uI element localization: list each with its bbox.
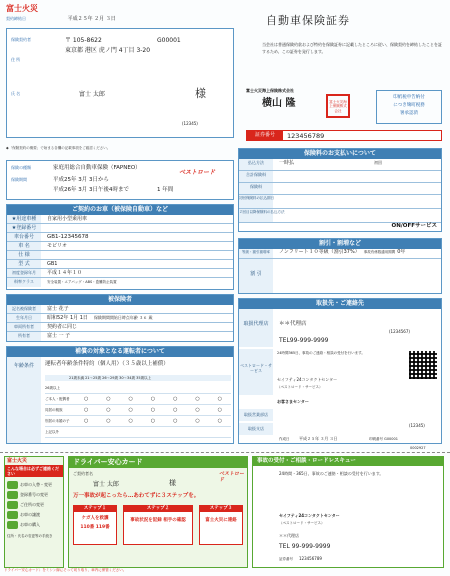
policyholder-label: 保険契約者 [11,37,31,42]
branch-label: 取扱支店 [239,423,273,435]
driver-row-label: 上記以外 [45,429,59,434]
vehicle-extras: 安全装置・エアバッグ・ABS・盗難防止装置 [47,280,117,284]
address: 東京都 港区 虎ノ門 4丁目 3-20 [65,47,151,54]
company-seal [326,94,350,118]
driver-cell: ○ [217,417,223,424]
notice-card-footer: 住所・氏名の変更等の手続き [7,534,53,539]
stamp-line-1: 印紙税申告納付 [393,95,425,100]
discount-section-header: 割引・割増など [239,239,441,249]
payment-section-header: 保険料のお支払いについて [239,149,441,159]
insured-section-header: 被保険者 [7,295,233,305]
notice-item [7,491,61,499]
due-label: 初回保険料の払込期日 [239,195,273,208]
total-label: 合計保険料 [239,171,273,182]
policy-number: 123456789 [287,132,325,140]
class-label: 料率クラス [7,278,41,287]
driver-cell: ○ [128,406,133,413]
notice-card-title: こんな場合は必ずご連絡ください [5,465,63,477]
notice-item-label: お車の購入 [20,522,40,528]
insurance-type-label: 保険の種類 [11,165,31,170]
model-row [7,260,233,269]
agent-box [238,298,442,444]
tax-stamp [376,90,442,124]
driver-row [45,427,231,438]
agent-tel: TEL99-999-9999 [279,337,329,344]
driver-cell: ○ [83,406,89,413]
spec-label: 仕 様 [7,251,41,259]
step-1-body: ケガ人を救護 [81,515,109,521]
grade-label: 等級・割引割増率 [239,249,273,258]
driver-cell: ○ [195,406,200,413]
car-name-label: 車 名 [7,242,41,250]
payment-method-label: 払込方法 [239,159,273,170]
premium-label: 保険料 [239,183,273,194]
driver-row [45,416,231,427]
contact-card-center: セイフティ24コンタクトセンター [279,513,340,518]
office-label: 取扱営業部店 [239,409,273,421]
model: GB1 [47,261,58,267]
vehicle-section-header: ご契約のお車（被保険自動車）など [7,205,233,215]
contact-card-tel: TEL 99-999-9999 [279,543,331,550]
company-logo: 富士火災 [6,4,38,13]
policy-number-label: 証券番号 [247,131,283,140]
usage-row [7,215,233,224]
step-3 [199,505,243,545]
support-text: 24時間365日、事故のご連絡・相談の受付を行います。 [277,351,365,355]
contact-policy-label: 証券番号 [279,557,293,561]
car-icon [7,511,18,519]
contact-card-center-sub: （ベストロード・サービス） [279,521,325,525]
insured-box [6,294,234,342]
policyholder-code2: (12345) [182,121,198,126]
driver-row [45,405,231,416]
other-discount-label: 割 引 [239,259,273,293]
first-reg: 平成１４年１０ [47,270,83,276]
driver-card-title: ドライバー安心カード [69,457,247,468]
customer-center: お客さまセンター [277,399,309,404]
car-icon [7,491,18,499]
driver-cell: ○ [217,395,223,402]
chassis-row [7,233,233,242]
driver-cell: ○ [195,395,200,402]
class-row [7,278,233,287]
driver-row [45,394,231,405]
driver-card-warning: 万一事故が起こったら…あわてずに３ステップを。 [73,493,200,499]
driver-cell: ○ [173,406,178,413]
driver-card-brand: ベストロード [219,471,245,484]
period-start: 平成25年 3月 3日から [53,177,109,183]
vehicle-owner: 契約者に同じ [47,324,78,330]
company-name: 富士火災海上保険株式会社 [246,88,294,93]
chassis-label: 車台番号 [7,233,41,241]
owner-row [7,332,233,341]
agent-code: (1234567) [389,329,410,334]
contract-date-row [6,16,216,22]
agent-name: ＊＊代理店 [279,321,307,327]
driver-row-label: ご本人・配偶者 [45,396,70,401]
doc-number-2: 0002927 [410,446,426,450]
driver-cell: ○ [128,395,133,402]
step-2-body: 事故状況を記録 相手の確認 [130,517,186,523]
driver-cell: ○ [83,417,89,424]
driver-card [68,456,248,568]
premium-row [239,183,441,195]
accident: 0年 [397,249,406,255]
total-row [239,171,441,183]
age-cond-label: 年齢条件 [7,357,41,443]
insured-name: 富士 花子 [47,306,69,312]
birth: 昭和52年 1月 1日 [47,315,88,321]
tear-line [0,452,450,453]
driver-cell: ○ [128,417,133,424]
notes: ◆「保険契約の概要」で始まる各欄の記載事項をご確認ください。 [6,146,111,150]
driver-cell: ○ [173,417,178,424]
first-reg-row [7,269,233,278]
driver-row-label: 同居の親族 [45,407,63,412]
accident-label: 事故有係数適用期間 [363,250,396,254]
notice-item [7,511,61,519]
due-row [239,195,441,209]
driver-row [45,383,231,394]
vehicle-owner-label: 車両所有者 [7,323,41,331]
footer-note: ドライバー安心カード）をミシン線にそって切り取り、車内に保管ください。 [4,568,127,572]
policyholder-box [6,28,234,138]
car-icon [7,501,18,509]
stamp-line-3: 署承認済 [400,111,418,117]
agent-label: 取扱代理店 [239,309,273,347]
discount-box [238,238,442,294]
step-2 [123,505,193,545]
contact-center-sub: （ベストロード・サービス） [277,385,323,389]
onoff-service: ON/OFFサービス [391,223,437,230]
driver-row-label: 別居の未婚の子 [45,418,70,423]
contact-card-title: 事故の受付・ご相談・ロードレスキュー [253,457,443,466]
brand-logo: ベストロード [179,169,216,176]
contact-card-text: 24時間・365日、事故のご連絡・相談の受付を行います。 [279,471,384,476]
car-name: モビリオ [47,243,67,249]
driver-cell: ○ [195,417,200,424]
age-condition: 運転者年齢条件特約（個人用）（３５歳以上補償） [45,361,169,367]
policy-number-box [246,130,442,141]
notice-item-label: ご住所の変更 [20,502,44,508]
driver-card-name: 富士 太郎 [93,481,119,488]
insured-name-label: 記名被保険者 [7,305,41,313]
usage: 自家用小型乗用車 [47,216,88,222]
spec-row [7,251,233,260]
notice-card-logo: 富士火災 [7,458,28,464]
branch-code: (12345) [409,423,425,428]
contract-date: 平成２５年 ２月 ３日 [67,16,116,22]
grade: ノンフリート１０等級（割引37%） [279,249,360,255]
summary-box [6,160,234,200]
birth-label: 生年月日 [7,314,41,322]
usage-label: ★用途車種 [7,215,41,223]
representative-name: 横山 隆 [262,98,296,109]
age-note: 保険期間開始日時点年齢 ３６ 歳 [93,315,153,320]
insurance-type: 家庭用総合自動車保険（FAPNEO） [53,165,141,171]
support-label: ベストロード・サービス [239,349,273,395]
issue-label: 作成日 [279,437,290,441]
notice-item-label: お車の譲渡 [20,512,40,518]
header-notice: 当会社は普通保険約款および特約を保険証券に記載したところに従い、保険契約を締結したことを証するため、この証券を発行します。 [262,42,442,54]
contact-policy-number: 123456789 [299,556,322,561]
policyholder-code: G00001 [157,37,181,44]
name-label: 氏 名 [11,91,21,96]
step-1-head: ステップ１ [74,506,116,512]
driver-card-name-label: ご契約者名 [73,471,93,476]
driver-cell: ○ [217,406,223,413]
chassis-number: GB1-12345678 [47,234,89,240]
period-label: 保険期間 [11,177,27,182]
issue-date: 平成２５年 ３月 ３日 [299,436,338,441]
vehicle-box [6,204,234,290]
contact-card [252,456,444,568]
insured-name-row [7,305,233,314]
first-reg-label: 初度登録年月 [7,269,41,277]
period-end: 平成26年 3月 3日午後4時まで [53,187,129,193]
notice-item [7,521,61,529]
drivers-box [6,346,234,444]
agent-section-header: 取扱先・ご連絡先 [239,299,441,309]
policyholder-name: 富士 太郎 [79,91,105,98]
document-title: 自動車保険証券 [266,14,350,27]
driver-cell: ○ [106,406,111,413]
payment-method-row [239,159,441,171]
stamp-line-2: につき麹町税務 [393,103,425,109]
notice-item-label: 登録番号の変更 [20,492,48,498]
doc-number: 印刷番号 G00001 [369,437,398,441]
car-icon [7,521,18,529]
driver-cell: ○ [173,395,178,402]
driver-cell: ○ [150,395,156,402]
car-name-row [7,242,233,251]
contact-card-agent: ＊＊代理店 [279,533,299,538]
payment-method: 一時払 [279,160,295,166]
driver-cell: ○ [106,395,111,402]
vehicle-owner-row [7,323,233,332]
driver-row-label: 26歳以上 [45,385,60,390]
driver-rows [45,383,231,438]
step-3-head: ステップ３ [200,506,242,512]
driver-cell: ○ [150,417,156,424]
driver-cell: ○ [83,395,89,402]
car-icon [7,481,18,489]
postal-code: 〒 105-8622 [65,37,102,44]
driver-cell: ○ [106,417,111,424]
notice-item [7,481,61,489]
notice-item [7,501,61,509]
honorific: 様 [195,87,206,100]
step-1 [73,505,117,545]
later-label: ２回目以降保険料の払込方法 [239,209,273,222]
seal-text: 富士火災海上保険株式会社 [329,100,347,113]
step-1-tel: 110番 119番 [80,525,110,531]
driver-card-honorific: 様 [169,479,176,487]
step-3-body: 富士火災に連絡 [205,517,237,523]
notice-card [4,456,64,568]
model-label: 型 式 [7,260,41,268]
owner-label: 所有者 [7,332,41,341]
first-label: 初回 [374,160,383,165]
later-row [239,209,441,223]
birth-row [7,314,233,323]
period-years: 1 年間 [157,187,174,193]
driver-cell: ○ [150,406,156,413]
qr-code [409,351,437,379]
grade-row [239,249,441,259]
notice-item-label: お車の入替・変更 [20,482,52,488]
contact-center: セイフティ24コンタクトセンター [277,377,338,382]
contract-date-label: 契約締結日 [6,16,26,21]
payment-box [238,148,442,232]
step-2-head: ステップ２ [124,506,192,512]
notice-items [5,477,63,533]
age-head: 21歳未満 21～25歳 26～29歳 30～34歳 35歳以上 [45,375,231,381]
owner: 富士 一 子 [47,333,71,339]
reg-row [7,224,233,233]
reg-label: ★登録番号 [7,224,41,232]
address-label: 住 所 [11,57,21,62]
drivers-section-header: 補償の対象となる運転者について [7,347,233,357]
